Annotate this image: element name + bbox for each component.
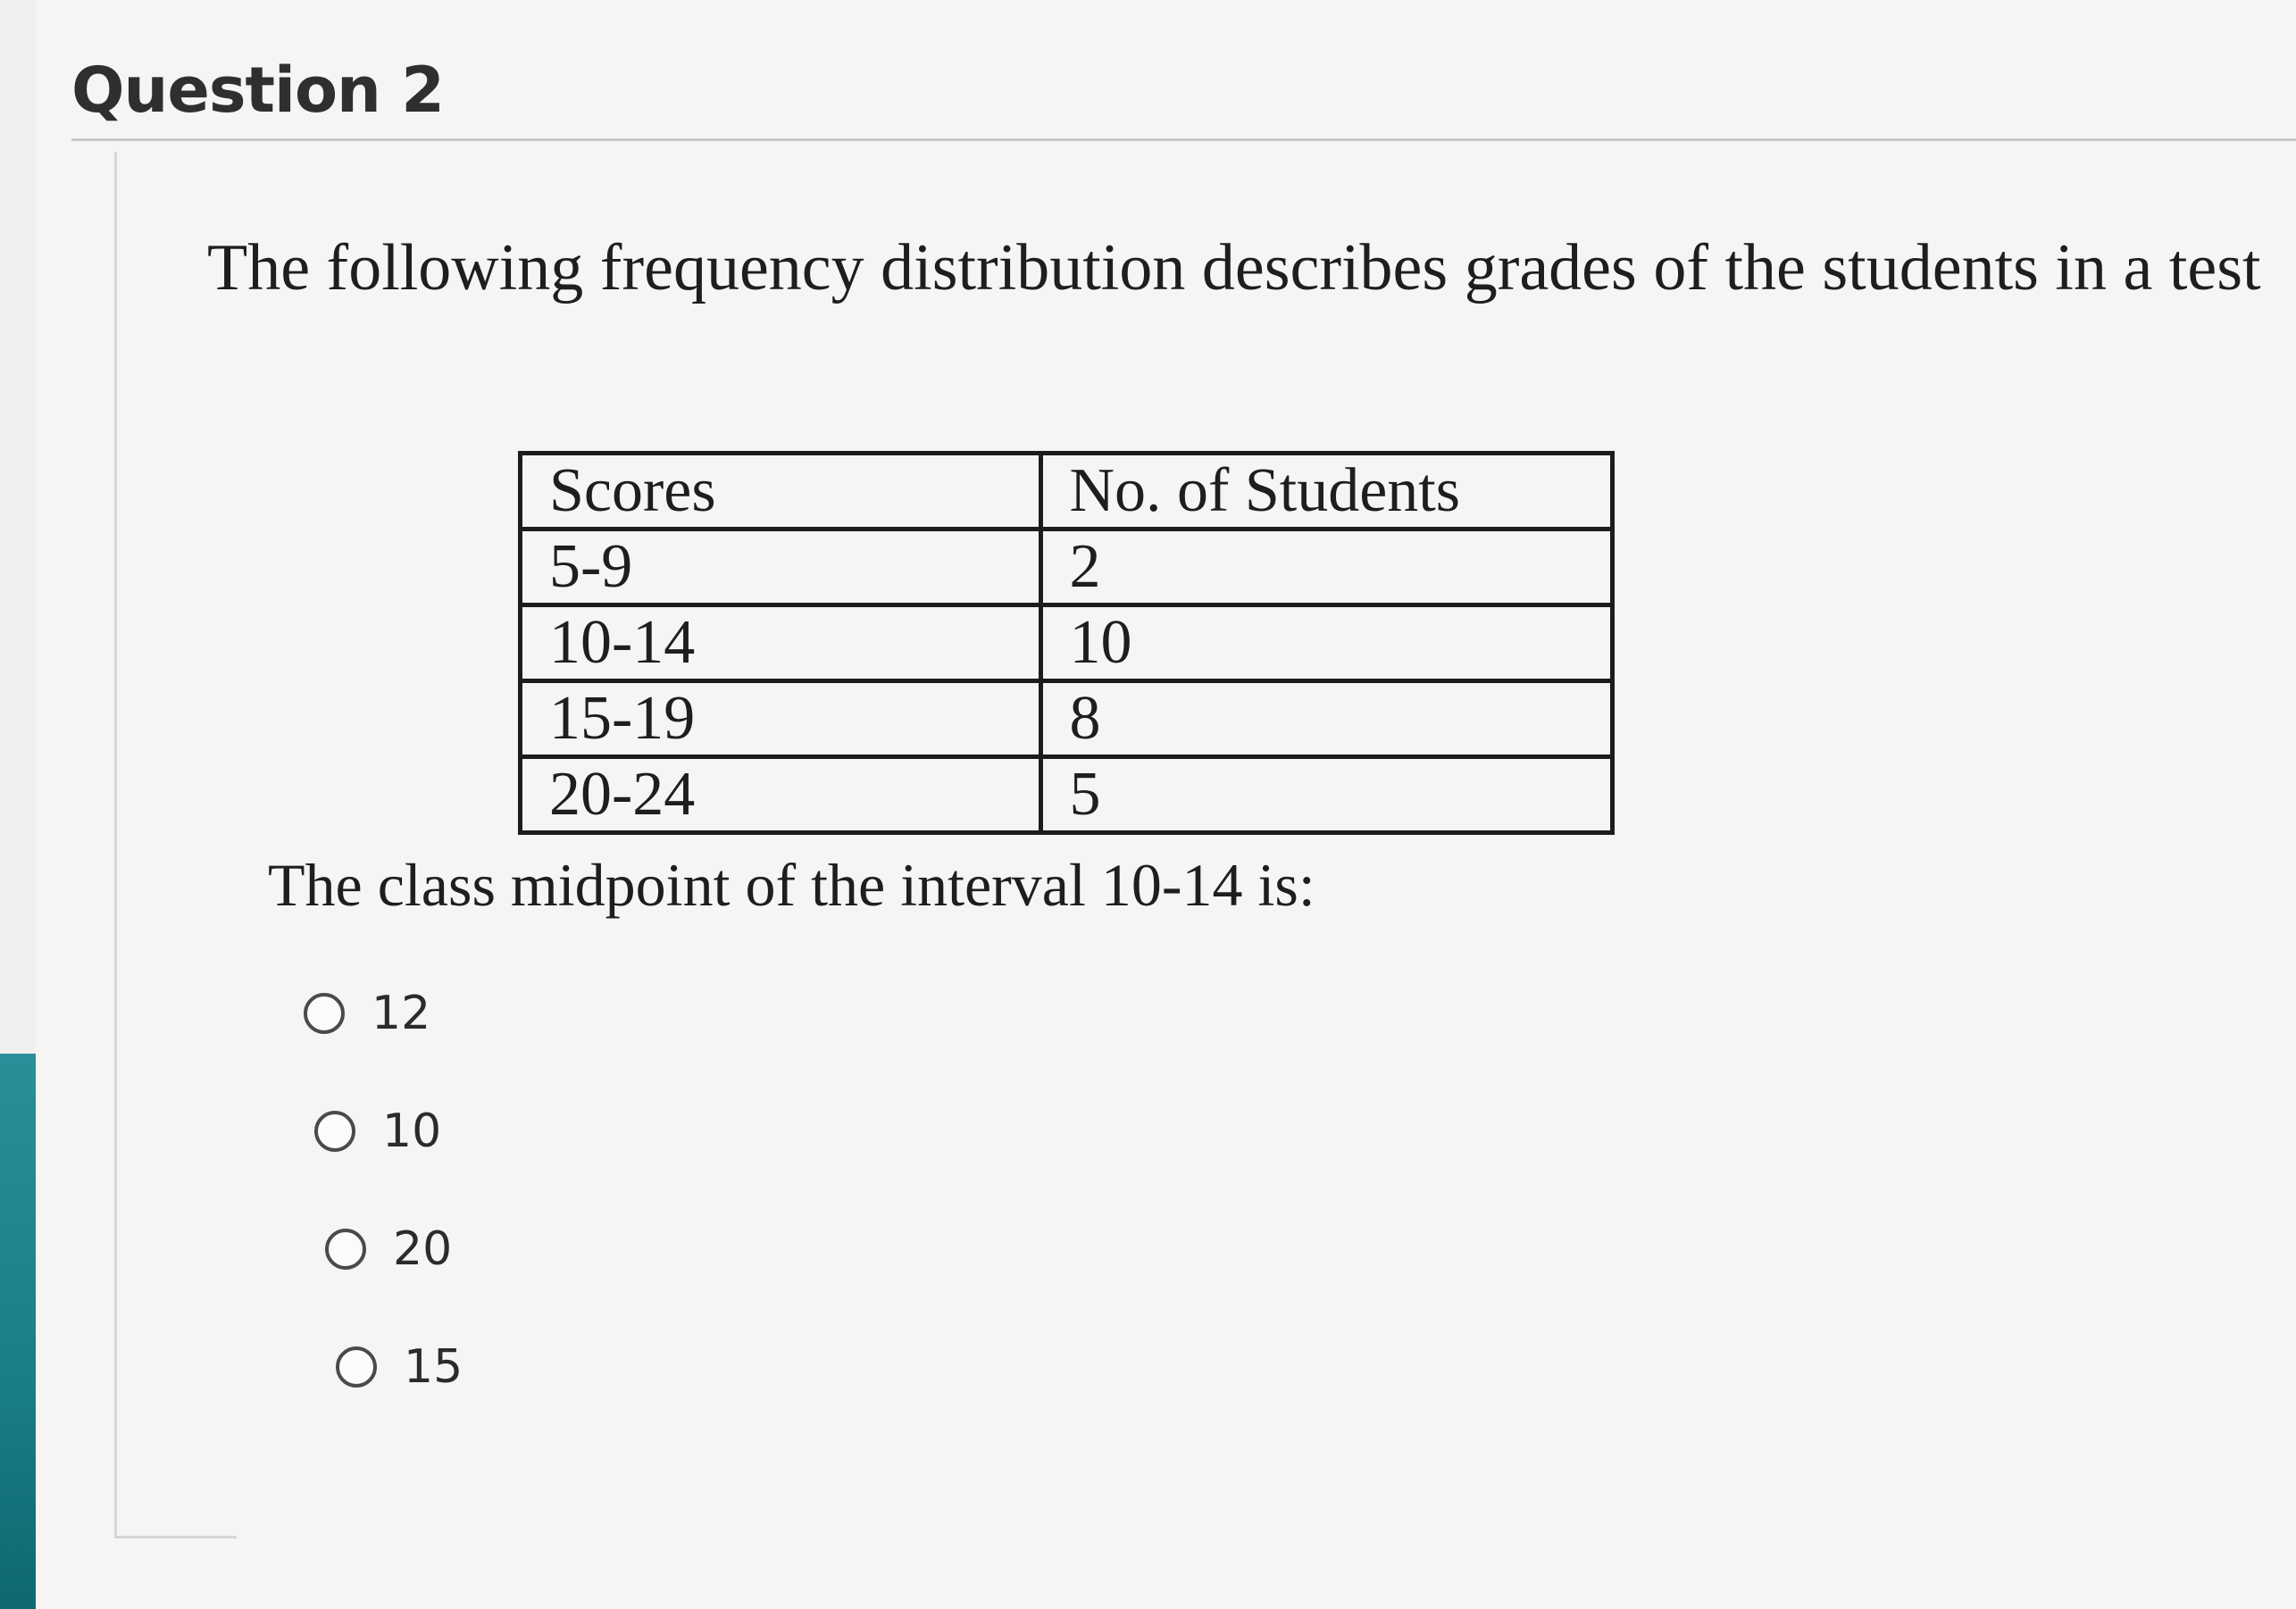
question-prompt: The following frequency distribution describes grades of the students in a test bbox=[207, 231, 2261, 304]
radio-button[interactable] bbox=[314, 1111, 355, 1152]
table-row bbox=[521, 681, 1613, 757]
cell-score: 20-24 bbox=[521, 757, 1041, 833]
option-10[interactable] bbox=[314, 1087, 463, 1176]
sub-question: The class midpoint of the interval 10-14 is: bbox=[268, 851, 1315, 919]
table-row bbox=[521, 757, 1613, 833]
title-divider bbox=[71, 138, 2296, 141]
cell-score: 5-9 bbox=[521, 529, 1041, 605]
option-20[interactable] bbox=[325, 1205, 463, 1294]
table-row bbox=[521, 605, 1613, 681]
question-title: Question 2 bbox=[71, 54, 444, 127]
option-label: 12 bbox=[372, 987, 431, 1040]
option-label: 15 bbox=[404, 1340, 463, 1394]
header-num-students: No. of Students bbox=[1040, 454, 1613, 529]
radio-button[interactable] bbox=[336, 1346, 377, 1388]
cell-score: 15-19 bbox=[521, 681, 1041, 757]
table-header-row bbox=[521, 454, 1613, 529]
option-15[interactable] bbox=[336, 1322, 463, 1412]
radio-button[interactable] bbox=[325, 1229, 366, 1270]
option-12[interactable] bbox=[304, 969, 463, 1058]
cell-count: 2 bbox=[1040, 529, 1613, 605]
answer-options bbox=[304, 969, 463, 1440]
option-label: 20 bbox=[393, 1222, 453, 1276]
option-label: 10 bbox=[382, 1105, 442, 1158]
cell-count: 10 bbox=[1040, 605, 1613, 681]
cell-score: 10-14 bbox=[521, 605, 1041, 681]
table-row bbox=[521, 529, 1613, 605]
radio-button[interactable] bbox=[304, 993, 345, 1034]
panel-border bbox=[114, 152, 237, 1538]
frequency-table bbox=[518, 451, 1615, 835]
cell-count: 8 bbox=[1040, 681, 1613, 757]
header-scores: Scores bbox=[521, 454, 1041, 529]
cell-count: 5 bbox=[1040, 757, 1613, 833]
